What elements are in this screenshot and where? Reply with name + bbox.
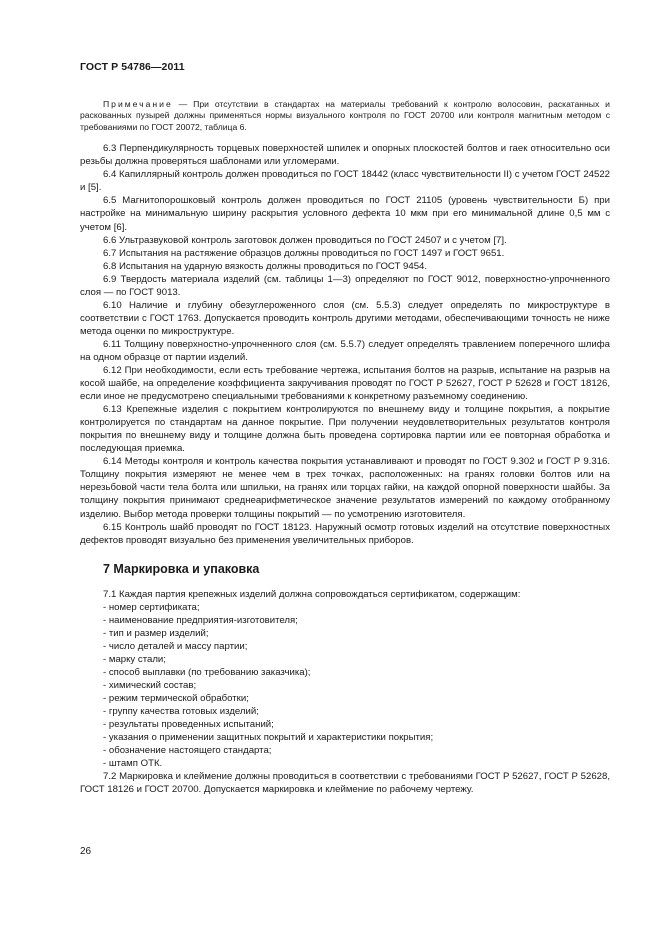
document-header: ГОСТ Р 54786—2011	[80, 61, 185, 73]
list-item: - тип и размер изделий;	[103, 627, 209, 639]
paragraph-6-7: 6.7 Испытания на растяжение образцов должны проводиться по ГОСТ 1497 и ГОСТ 9651.	[103, 247, 505, 259]
document-body	[80, 99, 610, 796]
list-item: - номер сертификата;	[103, 601, 200, 613]
paragraph-6-11: 6.11 Толщину поверхностно-упрочненного слоя (см. 5.5.7) следует определять травлением поперечного шлифа на одном образце от партии изделий.	[80, 338, 610, 363]
list-item: - способ выплавки (по требованию заказчика);	[103, 667, 311, 678]
list-item: - химический состав;	[103, 680, 197, 692]
paragraph-6-10: 6.10 Наличие и глубину обезуглероженного слоя (см. 5.5.3) следует определять по микроструктуре в соответствии с ГОСТ 1763. Допускается проводить контроль другими методами, обеспечивающими точность не ниже метода оценки по микроструктуре.	[80, 299, 610, 337]
certificate-list	[80, 588, 610, 771]
note-text: — При отсутствии в стандартах на материалы требований к контролю волосовин, раскатанных и раскованных пузырей должны применяться нормы визуального контроля по ГОСТ 20700 или контроля магнитным методом с требованиями по ГОСТ 20072, таблица 6.	[80, 99, 610, 132]
paragraph-6-8: 6.8 Испытания на ударную вязкость должны проводиться по ГОСТ 9454.	[103, 260, 428, 272]
paragraph-6-3: 6.3 Перпендикулярность торцевых поверхностей шпилек и опорных плоскостей болтов и гаек относительно оси резьбы должна проверяться шаблонами или угломерами.	[80, 143, 610, 168]
paragraph-7-1: 7.1 Каждая партия крепежных изделий должна сопровождаться сертификатом, содержащим:	[103, 588, 521, 600]
note	[80, 99, 610, 133]
paragraph-6-9: 6.9 Твердость материала изделий (см. таблицы 1—3) определяют по ГОСТ 9012, поверхностно-упрочненного слоя — по ГОСТ 9013.	[80, 273, 610, 298]
paragraph-7-2: 7.2 Маркировка и клеймение должны проводиться в соответствии с требованиями ГОСТ Р 52627, ГОСТ Р 52628, ГОСТ 18126 и ГОСТ 20700. Допускается маркировка и клеймение по рабочему чертежу.	[80, 771, 610, 796]
paragraph-6-15: 6.15 Контроль шайб проводят по ГОСТ 18123. Наружный осмотр готовых изделий на отсутствие поверхностных дефектов проводят визуально без применения увеличительных приборов.	[80, 521, 610, 546]
list-item: - обозначение настоящего стандарта;	[103, 745, 272, 757]
paragraph-6-13: 6.13 Крепежные изделия с покрытием контролируются по внешнему виду и толщине покрытия, а покрытие контролируется по стандартам на данное покрытие. При получении неудовлетворительных результатов контроля покрытия по внешнему виду и толщине должна быть проведена сортировка партии или ее повторная обработка и последующая приемка.	[80, 404, 610, 455]
list-item: - марку стали;	[103, 653, 166, 665]
note-label: Примечание	[103, 99, 173, 109]
paragraph-6-4: 6.4 Капиллярный контроль должен проводиться по ГОСТ 18442 (класс чувствительности II) с учетом ГОСТ 24522 и [5].	[80, 169, 610, 194]
section-7-heading: 7 Маркировка и упаковка	[103, 561, 260, 576]
list-item: - указания о применении защитных покрытий и характеристики покрытия;	[103, 732, 434, 744]
list-item: - штамп ОТК.	[103, 758, 163, 770]
page-number: 26	[80, 846, 92, 857]
paragraph-6-14: 6.14 Методы контроля и контроль качества покрытия устанавливают и проводят по ГОСТ 9.302 и ГОСТ Р 9.316. Толщину покрытия измеряют не менее чем в трех точках, расположенных: на гранях головки болтов или на нерезьбовой части тела болта или шпильки, на гранях или торцах гайки, на каждой опорной поверхности шайбы. За толщину покрытия принимают среднеарифметическое значение результатов измерений по каждому отобранному изделию. Выбор метода проверки толщины покрытий — по усмотрению изготовителя.	[80, 456, 610, 520]
list-item: - результаты проведенных испытаний;	[103, 719, 274, 731]
paragraph-6-5: 6.5 Магнитопорошковый контроль должен проводиться по ГОСТ 21105 (уровень чувствительности Б) при настройке на минимальную ширину раскрытия условного дефекта 10 мкм при его минимальной длине 0,5 мм с учетом [6].	[80, 195, 610, 233]
list-item: - наименование предприятия-изготовителя;	[103, 614, 298, 626]
paragraph-6-6: 6.6 Ультразвуковой контроль заготовок должен проводиться по ГОСТ 24507 и с учетом [7].	[103, 234, 507, 246]
list-item: - число деталей и массу партии;	[103, 640, 248, 652]
list-item: - группу качества готовых изделий;	[103, 706, 259, 718]
list-item: - режим термической обработки;	[103, 693, 249, 705]
paragraph-6-12: 6.12 При необходимости, если есть требование чертежа, испытания болтов на разрыв, испытание на разрыв на косой шайбе, на определение коэффициента закручивания проводят по ГОСТ Р 52627, ГОСТ Р 52628 и ГОСТ 18126, если иное не предусмотрено специальными требованиями к конкретному разъемному соединению.	[80, 365, 610, 403]
